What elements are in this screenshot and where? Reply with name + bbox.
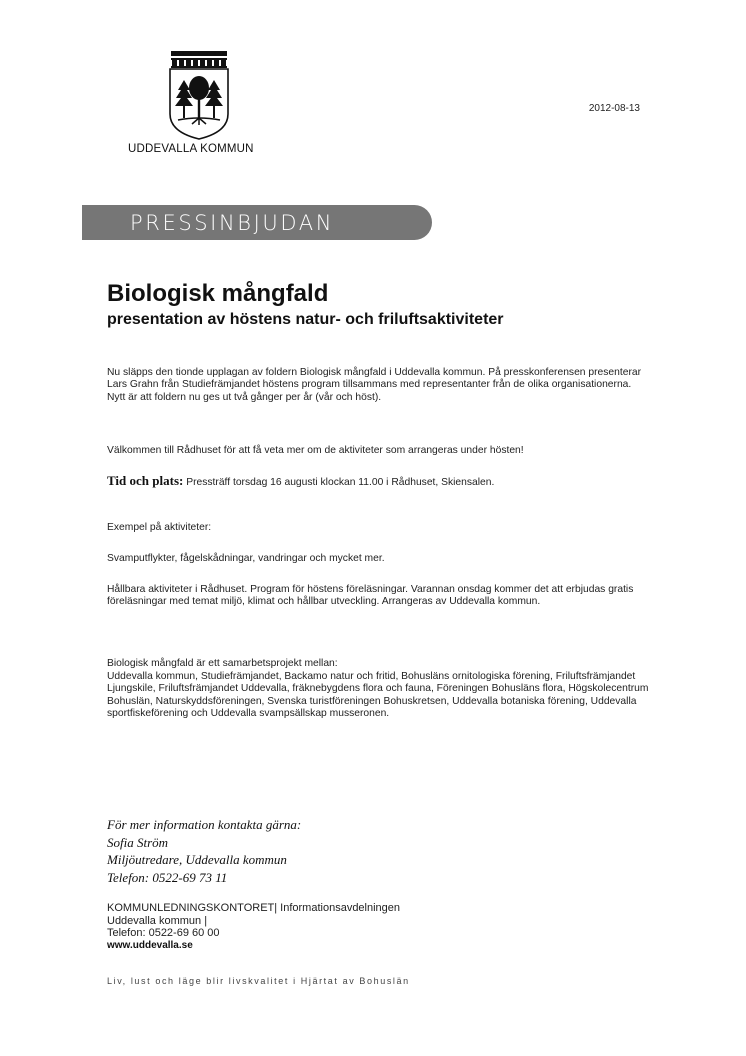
time-and-place-value: Pressträff torsdag 16 augusti klockan 11.00 i Rådhuset, Skiensalen.	[186, 477, 495, 488]
contact-role: Miljöutredare, Uddevalla kommun	[107, 852, 287, 867]
partners-heading: Biologisk mångfald är ett samarbetsprojekt mellan:	[107, 658, 338, 669]
sustainable-paragraph: Hållbara aktiviteter i Rådhuset. Program för höstens föreläsningar. Varannan onsdag kommer det att erbjudas gratis föreläsningar med temat miljö, klimat och hållbar utveckling. Arrangeras av Uddevalla kommun.	[107, 584, 634, 608]
footer-block	[107, 902, 400, 952]
welcome-paragraph: Välkommen till Rådhuset för att få veta mer om de aktiviteter som arrangeras under hösten!	[107, 445, 524, 456]
examples-heading: Exempel på aktiviteter:	[107, 522, 212, 533]
page-subtitle: presentation av höstens natur- och friluftsaktiviteter	[107, 311, 504, 328]
contact-intro: För mer information kontakta gärna:	[107, 817, 302, 832]
banner-label: PRESSINBJUDAN	[130, 211, 335, 235]
footer-website-link[interactable]: www.uddevalla.se	[107, 939, 193, 951]
footer-slogan: Liv, lust och läge blir livskvalitet i Hjärtat av Bohuslän	[107, 976, 410, 986]
contact-block	[107, 816, 301, 886]
document-type-banner	[82, 205, 432, 240]
intro-paragraph: Nu släpps den tionde upplagan av foldern Biologisk mångfald i Uddevalla kommun. På presskonferensen presenterar Lars Grahn från Studiefrämjandet höstens program tillsammans med representanter från de olika organisationerna. Nytt är att foldern nu ges ut två gånger per år (vår och höst).	[107, 367, 642, 403]
page-title: Biologisk mångfald	[107, 280, 329, 307]
partners-list: Uddevalla kommun, Studiefrämjandet, Backamo natur och fritid, Bohusläns ornitologiska förening, Friluftsfrämjandet Ljungskile, Friluftsfrämjandet Uddevalla, fräknebygdens flora och fauna, Föreningen Bohusläns flora, Högskolecentrum Bohuslän, Naturskyddsföreningen, Svenska turistföreningen Bohuskretsen, Uddevalla botaniska förening, Uddevalla sportfiskeförening och Uddevalla svampsällskap musseronen.	[107, 671, 649, 720]
coat-of-arms-icon	[166, 50, 232, 140]
document-date: 2012-08-13	[588, 103, 640, 114]
organization-name: UDDEVALLA KOMMUN	[128, 143, 254, 155]
contact-phone: Telefon: 0522-69 73 11	[107, 869, 228, 885]
time-and-place	[107, 473, 494, 489]
time-and-place-label: Tid och plats:	[107, 473, 184, 488]
examples-list: Svamputflykter, fågelskådningar, vandringar och mycket mer.	[107, 553, 385, 564]
footer-phone: Telefon: 0522-69 60 00	[107, 927, 220, 940]
footer-department: KOMMUNLEDNINGSKONTORET| Informationsavdelningen	[107, 902, 401, 914]
footer-municipality: Uddevalla kommun |	[107, 914, 208, 927]
contact-name: Sofia Ström	[107, 834, 169, 850]
